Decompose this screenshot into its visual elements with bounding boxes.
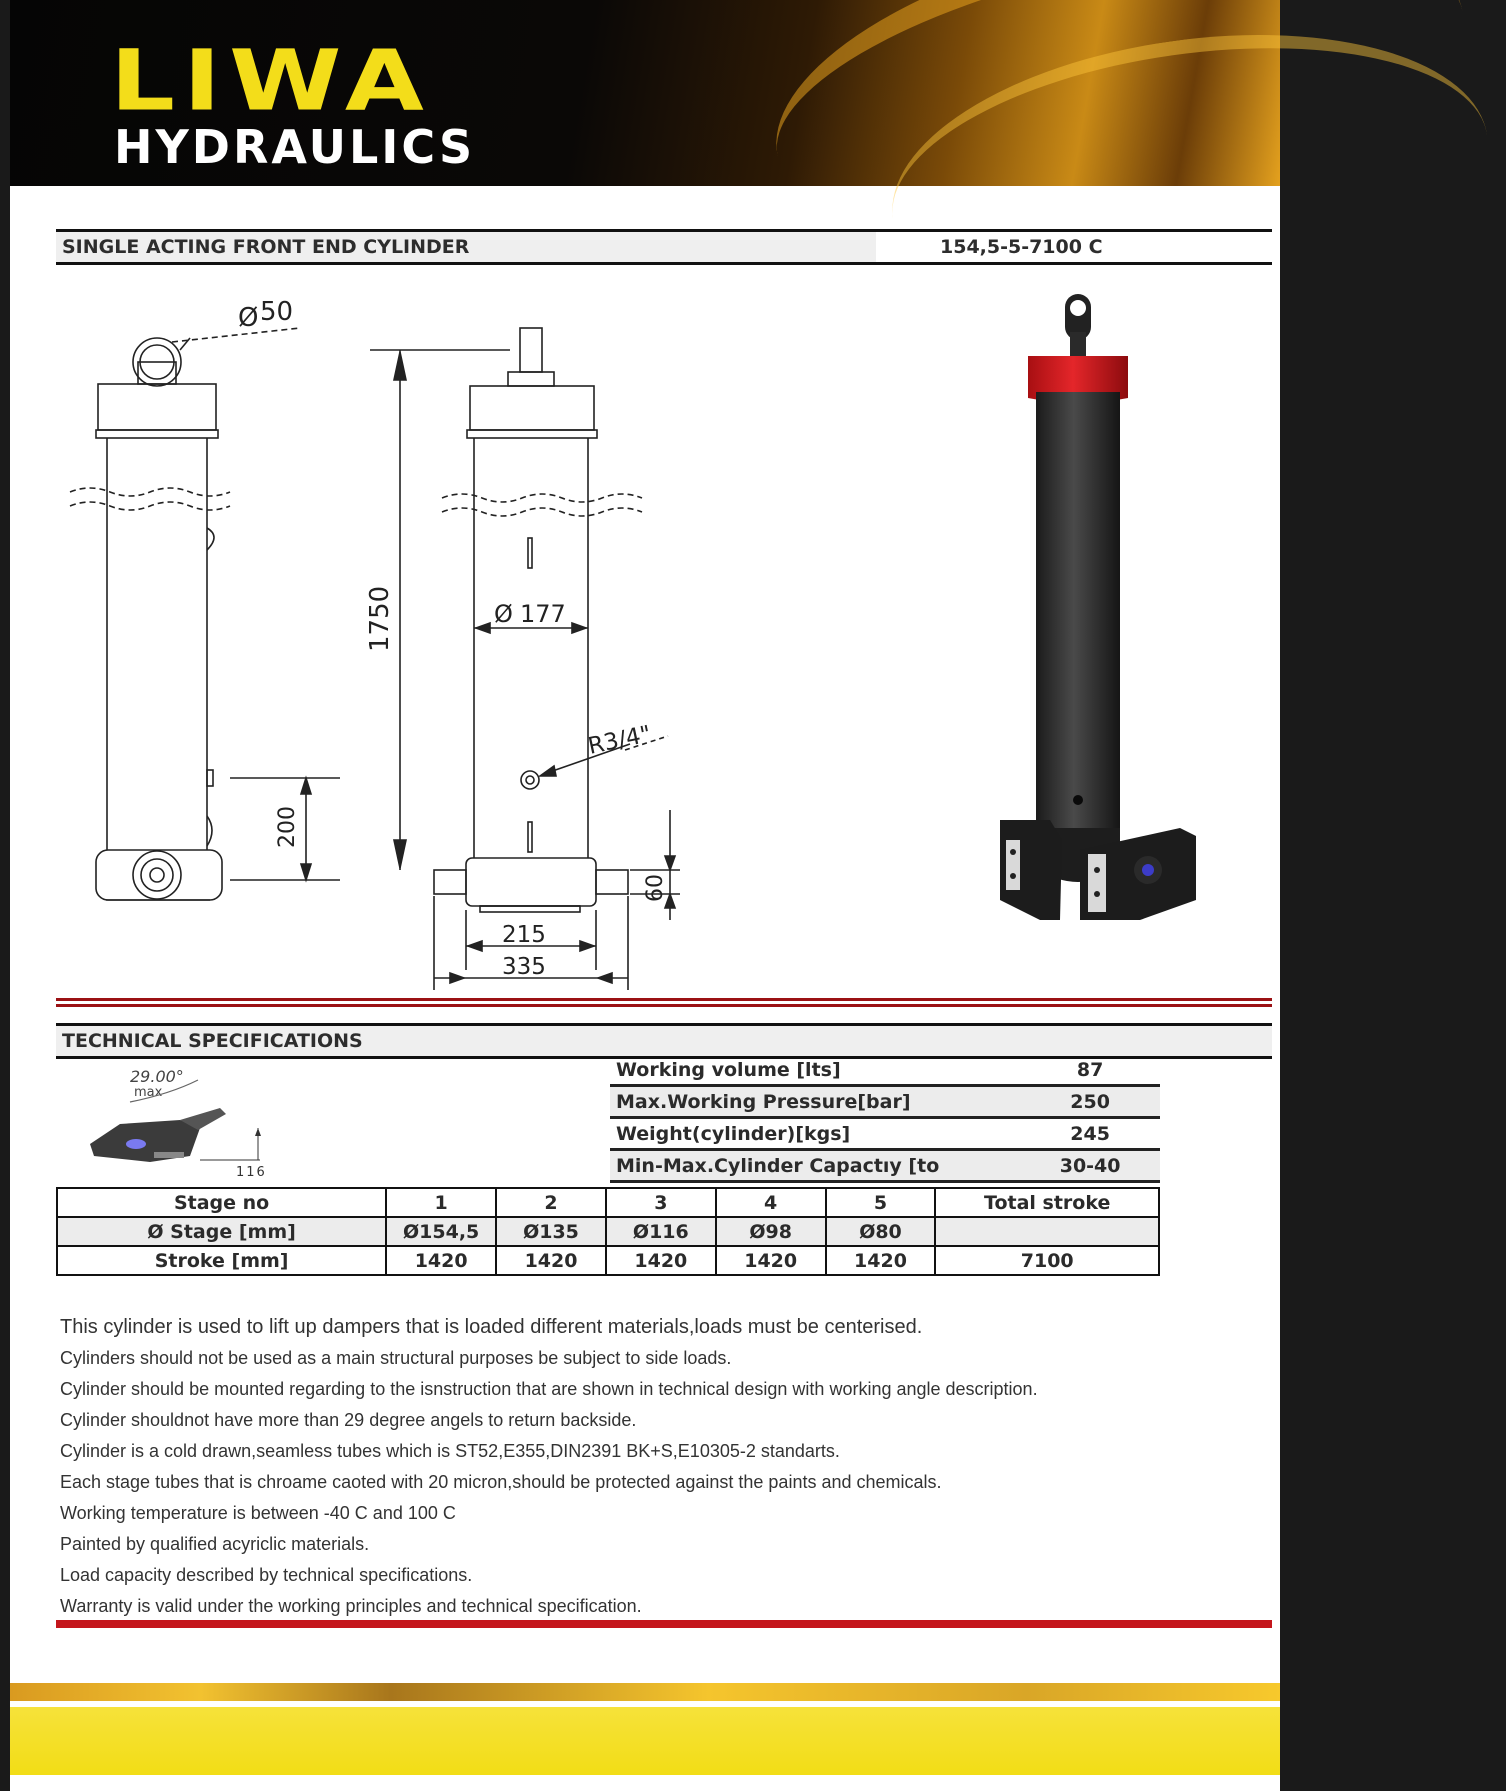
note-line: Load capacity described by technical specifications.: [60, 1565, 473, 1585]
section-divider-top: [56, 998, 1272, 1001]
table-cell: Ø Stage [mm]: [57, 1217, 386, 1246]
spec-value: 87: [1076, 1058, 1104, 1081]
footer-yellow-band: [10, 1707, 1280, 1775]
spec-value: 250: [1070, 1090, 1110, 1113]
note-line: Cylinder shouldnot have more than 29 degree angels to return backside.: [60, 1410, 637, 1430]
spec-row: [610, 1119, 1160, 1151]
product-title: SINGLE ACTING FRONT END CYLINDER: [62, 236, 470, 258]
spec-value: 245: [1070, 1122, 1110, 1145]
usage-notes: [60, 1312, 1260, 1622]
table-cell: 3: [606, 1188, 716, 1217]
dim-eye-diameter-symbol: Ø: [238, 303, 259, 333]
table-cell: Ø154,5: [386, 1217, 496, 1246]
render-body: [1036, 392, 1120, 828]
dim-bottom-offset: 200: [275, 806, 300, 848]
product-title-bar: [56, 229, 1272, 265]
dim-trunnion-outer-width: 335: [502, 954, 546, 980]
spec-label: Min-Max.Cylinder Capactıy [to: [616, 1154, 940, 1177]
note-line: Cylinder should be mounted regarding to the isnstruction that are shown in technical design with working angle description.: [60, 1379, 1038, 1399]
table-cell: 1420: [496, 1246, 606, 1275]
note-line: Cylinders should not be used as a main structural purposes be subject to side loads.: [60, 1348, 732, 1368]
dim-trunnion-diameter: 60: [643, 874, 668, 902]
specs-heading: TECHNICAL SPECIFICATIONS: [62, 1030, 363, 1052]
note-line: Warranty is valid under the working principles and technical specification.: [60, 1596, 642, 1616]
table-cell: 1420: [716, 1246, 826, 1275]
brand-logo-subtitle: HYDRAULICS: [114, 120, 476, 174]
table-cell: Ø98: [716, 1217, 826, 1246]
dim-length: 1750: [365, 585, 395, 652]
section-divider-bottom: [56, 1004, 1272, 1007]
table-cell: Ø135: [496, 1217, 606, 1246]
spec-row: [610, 1055, 1160, 1087]
specs-heading-bar: [56, 1023, 1272, 1059]
datasheet-page: [10, 0, 1280, 1791]
dim-outer-diameter-symbol: Ø: [494, 600, 513, 628]
table-header-row: [57, 1188, 1159, 1217]
note-line: This cylinder is used to lift up dampers that is loaded different materials,loads must be centerised.: [60, 1316, 923, 1338]
table-cell: Stroke [mm]: [57, 1246, 386, 1275]
notes-red-rule: [56, 1620, 1272, 1628]
product-code: 154,5-5-7100 C: [940, 236, 1103, 258]
spec-value: 30-40: [1059, 1154, 1121, 1177]
render-eye: [1065, 294, 1091, 356]
spec-row: [610, 1151, 1160, 1183]
spec-row: [610, 1087, 1160, 1119]
side-view-cylinder: [70, 338, 230, 900]
cylinder-render: [1000, 280, 1210, 930]
spec-label: Max.Working Pressure[bar]: [616, 1090, 911, 1113]
table-cell: Total stroke: [935, 1188, 1159, 1217]
render-left-bracket: [1000, 820, 1062, 920]
note-line: Painted by qualified acyriclic materials.: [60, 1534, 370, 1554]
spec-label: Weight(cylinder)[kgs]: [616, 1122, 851, 1145]
table-cell: 1420: [386, 1246, 496, 1275]
dim-outer-diameter: 177: [520, 600, 566, 628]
table-cell: 4: [716, 1188, 826, 1217]
brand-logo-word: LIWA: [110, 32, 432, 131]
table-cell: [935, 1217, 1159, 1246]
technical-drawing: [50, 270, 668, 1010]
table-cell: Ø80: [826, 1217, 936, 1246]
table-row: [57, 1246, 1159, 1275]
working-angle-figure: [70, 1062, 290, 1182]
table-cell: 2: [496, 1188, 606, 1217]
dim-eye-diameter: 50: [260, 297, 294, 327]
note-line: Cylinder is a cold drawn,seamless tubes which is ST52,E355,DIN2391 BK+S,E10305-2 standarts.: [60, 1441, 840, 1461]
height-label: 116: [236, 1165, 267, 1180]
spec-label: Working volume [lts]: [616, 1058, 841, 1081]
angle-value: 29.00°: [130, 1067, 184, 1086]
angle-max-label: max: [134, 1085, 163, 1100]
note-line: Each stage tubes that is chroame caoted with 20 micron,should be protected against the paints and chemicals.: [60, 1472, 942, 1492]
table-cell: 5: [826, 1188, 936, 1217]
dim-trunnion-inner-width: 215: [502, 922, 546, 948]
dim-port-thread: R3/4": [585, 721, 654, 760]
table-cell: 1420: [606, 1246, 716, 1275]
table-row: [57, 1217, 1159, 1246]
note-line: Working temperature is between -40 C and 100 C: [60, 1503, 456, 1523]
table-cell: 1: [386, 1188, 496, 1217]
table-cell: 7100: [935, 1246, 1159, 1275]
table-cell: Ø116: [606, 1217, 716, 1246]
stage-table: [56, 1187, 1160, 1276]
table-cell: 1420: [826, 1246, 936, 1275]
footer-gold-strip: [10, 1683, 1280, 1701]
table-cell: Stage no: [57, 1188, 386, 1217]
spec-list: [610, 1055, 1160, 1183]
brand-header: [10, 0, 1280, 186]
